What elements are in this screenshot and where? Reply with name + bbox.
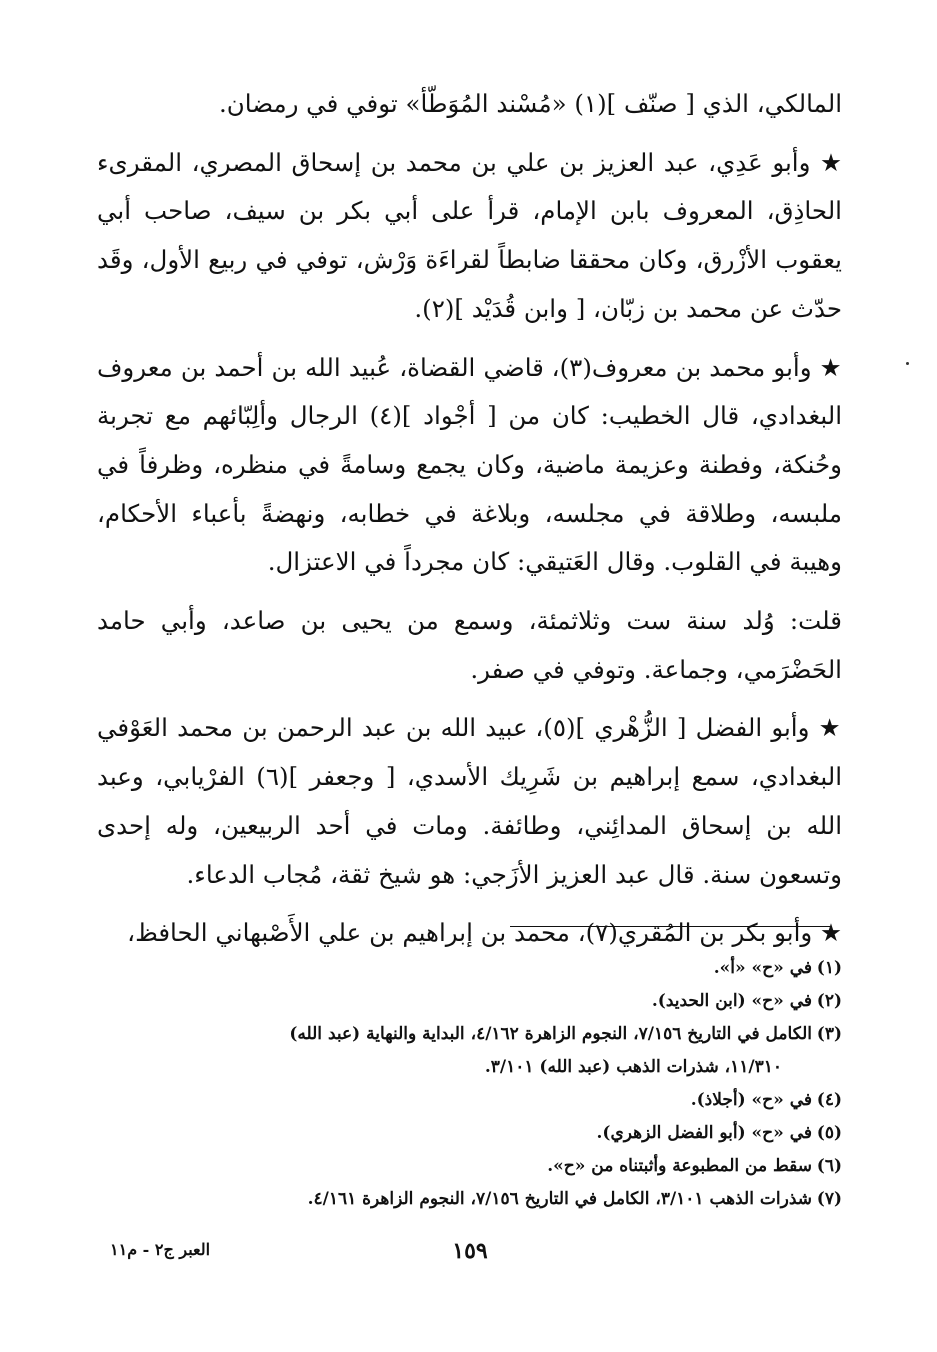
footnote-2 <box>130 985 842 1018</box>
footnote-number: (٥) <box>816 1123 842 1143</box>
margin-dot <box>906 362 909 365</box>
paragraph-3: ★ وأبو محمد بن معروف(٣)، قاضي القضاة، عُبيد الله بن أحمد بن معروف البغدادي، قال الخطيب: كان من [ أجْواد ](٤) الرجال وألِبّائهم مع تجربة وحُنكة، وفطنة وعزيمة ماضية، وكان يجمع وسامةً في منظره، وظرفاً في ملبسه، وطلاقة في مجلسه، وبلاغة في خطابه، ونهضةً بأعباء الأحكام، وهيبة في القلوب. وقال العَتيقي: كان مجرداً في الاعتزال. <box>97 352 842 577</box>
footnote-text: في «ح» (أجلاذ). <box>690 1090 812 1110</box>
paragraph-4: قلت: وُلد سنة ست وثلاثمئة، وسمع من يحيى بن صاعد، وأبي حامد الحَضْرَمي، وجماعة. وتوفي في صفر. <box>97 606 842 684</box>
paragraph-1: المالكي، الذي [ صنّف ](١) «مُسْند المُوَطّأ» توفي في رمضان. <box>218 89 842 118</box>
footnote-3 <box>130 1018 842 1084</box>
footnote-continuation: ١١/٣١٠، شذرات الذهب (عبد الله) ٣/١٠١. <box>484 1057 782 1077</box>
volume-signature: العبر ج٢ - م١١ <box>110 1240 211 1259</box>
footnote-1 <box>130 952 842 985</box>
footnote-number: (٣) <box>816 1024 842 1044</box>
footnote-number: (٤) <box>816 1090 842 1110</box>
paragraph-2: ★ وأبو عَدِي، عبد العزيز بن علي بن محمد بن إسحاق المصري، المقرىء الحاذِق، المعروف بابن الإمام، قرأ على أبي بكر بن سيف، صاحب أبي يعقوب الأزْرق، وكان محققا ضابطاً لقراءَة وَرْش، توفي في ربيع الأول، وقَد حدّث عن محمد بن زبّان، [ وابن قُدَيْد ](٢). <box>97 147 842 323</box>
footnote-text: في «ح» (أبو الفضل الزهري). <box>596 1123 812 1143</box>
paragraph-5: ★ وأبو الفضل [ الزُّهْري ](٥)، عبيد الله بن عبد الرحمن بن محمد العَوْفي البغدادي، سمع إبراهيم بن شَرِيك الأسدي، [ وجعفر ](٦) الفرْيابي، وعبد الله بن إسحاق المدائِني، وطائفة. ومات في أحد الربيعين، وله إحدى وتسعون سنة. قال عبد العزيز الأزَجي: هو شيخ ثقة، مُجاب الدعاء. <box>97 713 843 889</box>
main-text <box>97 80 842 958</box>
footnote-7 <box>130 1183 842 1216</box>
footnote-number: (٧) <box>816 1189 842 1209</box>
footnote-text: شذرات الذهب ٣/١٠١، الكامل في التاريخ ٧/١٥٦، النجوم الزاهرة ٤/١٦١. <box>307 1189 812 1209</box>
paragraph-6: ★ وأبو بكر بن المُقري(٧)، محمد بن إبراهيم بن علي الأَصْبهاني الحافظ، <box>127 918 842 948</box>
footnote-4 <box>130 1084 842 1117</box>
footnote-divider <box>510 926 830 927</box>
footnotes <box>130 952 842 1216</box>
footnote-number: (٢) <box>816 991 842 1011</box>
footnote-text: في «ح» (ابن الحديد). <box>651 991 812 1011</box>
footnote-number: (٦) <box>816 1156 842 1176</box>
footnote-5 <box>130 1117 842 1150</box>
footnote-text: الكامل في التاريخ ٧/١٥٦، النجوم الزاهرة ٤/١٦٢، البداية والنهاية (عبد الله) <box>289 1024 812 1044</box>
page-number: ١٥٩ <box>452 1238 488 1264</box>
footnote-number: (١) <box>816 958 842 978</box>
footnote-text: في «ح» «أ». <box>713 958 812 978</box>
footnote-6 <box>130 1150 842 1183</box>
footnote-text: سقط من المطبوعة وأثبتناه من «ح». <box>547 1156 812 1176</box>
